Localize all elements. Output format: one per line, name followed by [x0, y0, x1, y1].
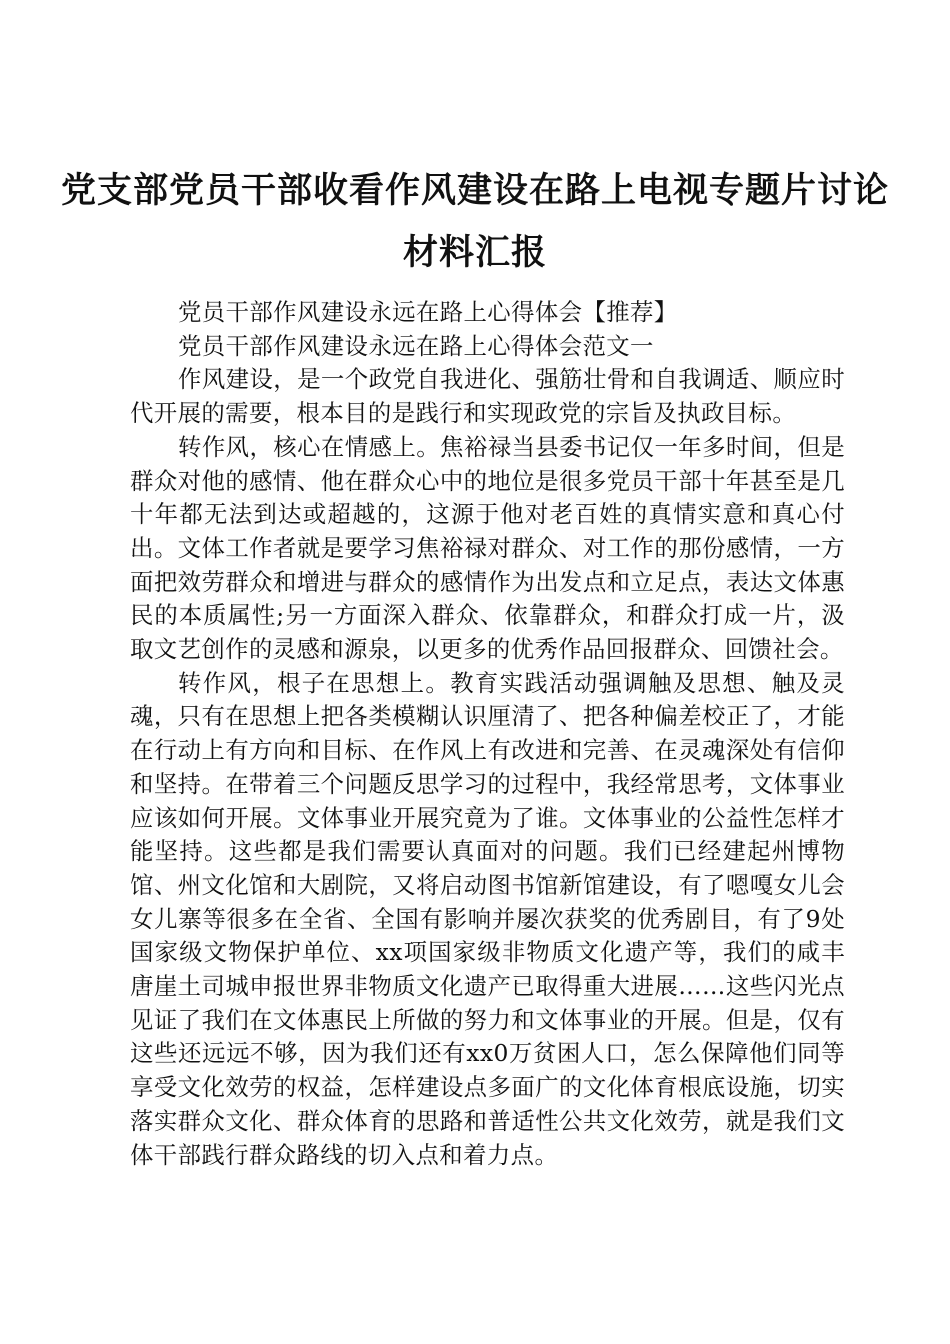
paragraph-subtitle-1: 党员干部作风建设永远在路上心得体会【推荐】 [178, 298, 678, 326]
paragraph: 转作风，根子在思想上。教育实践活动强调触及思想、触及灵魂，只有在思想上把各类模糊认识厘清了、把各种偏差校正了，才能在行动上有方向和目标、在作风上有改进和完善、在灵魂深处有信仰和坚持。在带着三个问题反思学习的过程中，我经常思考，文体事业应该如何开展。文体事业开展究竟为了谁。文体事业的公益性怎样才能坚持。这些都是我们需要认真面对的问题。我们已经建起州博物馆、州文化馆和大剧院，又将启动图书馆新馆建设，有了嗯嘎女儿会女儿寨等很多在全省、全国有影响并屡次获奖的优秀剧目，有了9处国家级文物保护单位、xx项国家级非物质文化遗产等，我们的咸丰唐崖土司城申报世界非物质文化遗产已取得重大进展……这些闪光点见证了我们在文体惠民上所做的努力和文体事业的开展。但是，仅有这些还远远不够，因为我们还有xx0万贫困人口，怎么保障他们同等享受文化效劳的权益，怎样建设点多面广的文化体育根底设施，切实落实群众文化、群众体育的思路和普适性公共文化效劳，就是我们文体干部践行群众路线的切入点和着力点。 [130, 668, 845, 1169]
paragraph: 作风建设，是一个政党自我进化、强筋壮骨和自我调适、顺应时代开展的需要，根本目的是践行和实现政党的宗旨及执政目标。 [130, 365, 845, 428]
paragraph: 转作风，核心在情感上。焦裕禄当县委书记仅一年多时间，但是群众对他的感情、他在群众心中的地位是很多党员干部十年甚至是几十年都无法到达或超越的，这源于他对老百姓的真情实意和真心付出。文体工作者就是要学习焦裕禄对群众、对工作的那份感情，一方面把效劳群众和增进与群众的感情作为出发点和立足点，表达文体惠民的本质属性;另一方面深入群众、依靠群众，和群众打成一片，汲取文艺创作的灵感和源泉，以更多的优秀作品回报群众、回馈社会。 [130, 432, 845, 664]
paragraph-subtitle-2: 党员干部作风建设永远在路上心得体会范文一 [178, 331, 654, 360]
document-title: 党支部党员干部收看作风建设在路上电视专题片讨论材料汇报 [60, 171, 889, 273]
document-body [130, 296, 845, 1172]
